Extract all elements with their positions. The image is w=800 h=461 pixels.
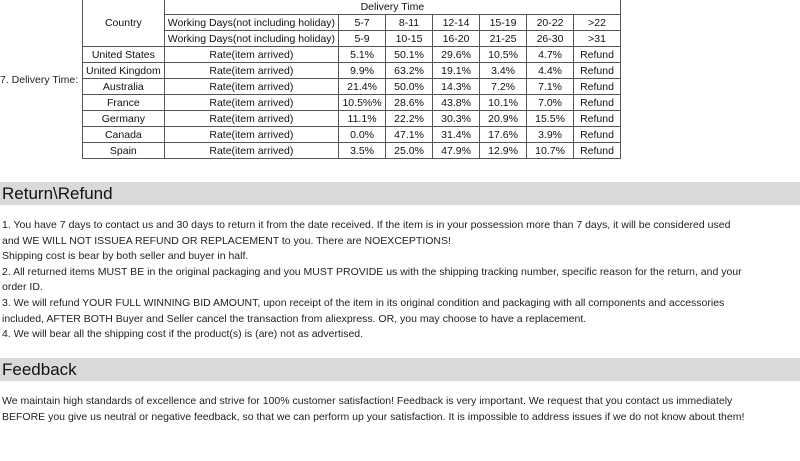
rate-cell: 11.1% [339,111,386,127]
rate-cell: 3.5% [339,143,386,159]
row-label: Working Days(not including holiday) [164,15,338,31]
days-range-cell: 20-22 [527,15,574,31]
row-label: Working Days(not including holiday) [164,31,338,47]
row-label: Rate(item arrived) [164,79,338,95]
country-cell: United States [83,47,165,63]
row-label: Rate(item arrived) [164,95,338,111]
return-refund-bar [0,182,800,205]
feedback-text [2,394,798,425]
delivery-time-label: 7. Delivery Time: [0,74,79,86]
country-cell: United Kingdom [83,63,165,79]
days-range-cell: 15-19 [480,15,527,31]
country-cell: Canada [83,127,165,143]
feedback-bar [0,358,800,381]
rate-cell: 14.3% [433,79,480,95]
table-row [83,95,621,111]
table-row [83,47,621,63]
days-range-cell: >31 [574,31,621,47]
rate-cell: 20.9% [480,111,527,127]
return-refund-text [2,218,798,343]
rate-cell: Refund [574,111,621,127]
rate-cell: 21.4% [339,79,386,95]
rate-cell: 19.1% [433,63,480,79]
text-line: included, AFTER BOTH Buyer and Seller cancel the transaction from aliexpress. OR, you may choose to have a replacement. [2,312,587,325]
days-range-cell: 5-9 [339,31,386,47]
days-range-cell: 21-25 [480,31,527,47]
table-row [83,79,621,95]
delivery-time-header: Delivery Time [164,0,620,15]
rate-cell: Refund [574,127,621,143]
rate-cell: 7.2% [480,79,527,95]
table-row [83,111,621,127]
rate-cell: 3.9% [527,127,574,143]
row-label: Rate(item arrived) [164,127,338,143]
rate-cell: 9.9% [339,63,386,79]
rate-cell: Refund [574,143,621,159]
rate-cell: 50.0% [386,79,433,95]
days-range-cell: 26-30 [527,31,574,47]
days-range-cell: >22 [574,15,621,31]
rate-cell: 10.1% [480,95,527,111]
rate-cell: 28.6% [386,95,433,111]
rate-cell: 3.4% [480,63,527,79]
rate-cell: 29.6% [433,47,480,63]
text-line: 4. We will bear all the shipping cost if the product(s) is (are) not as advertised. [2,328,364,341]
rate-cell: Refund [574,95,621,111]
table-row [83,63,621,79]
rate-cell: Refund [574,63,621,79]
rate-cell: 63.2% [386,63,433,79]
country-cell: France [83,95,165,111]
rate-cell: 25.0% [386,143,433,159]
rate-cell: 15.5% [527,111,574,127]
rate-cell: Refund [574,47,621,63]
country-cell: Australia [83,79,165,95]
rate-cell: 47.1% [386,127,433,143]
return-refund-title: Return\Refund [2,184,113,203]
rate-cell: 4.4% [527,63,574,79]
rate-cell: 0.0% [339,127,386,143]
text-line: 3. We will refund YOUR FULL WINNING BID AMOUNT, upon receipt of the item in its original condition and packaging with all components and accessories [2,296,725,309]
text-line: We maintain high standards of excellence and strive for 100% customer satisfaction! Feedback is very important. We request that you contact us immediately [2,395,733,407]
rate-cell: 10.5% [480,47,527,63]
rate-cell: 5.1% [339,47,386,63]
rate-cell: 43.8% [433,95,480,111]
text-line: 1. You have 7 days to contact us and 30 days to return it from the date received. If the item is in your possession more than 7 days, it will be considered used [2,219,731,231]
rate-cell: Refund [574,79,621,95]
rate-cell: 47.9% [433,143,480,159]
table-header-row [83,0,621,15]
rate-cell: 30.3% [433,111,480,127]
text-line: Shipping cost is bear by both seller and buyer in half. [2,250,249,263]
text-line: order ID. [2,281,43,294]
rate-cell: 10.5%% [339,95,386,111]
days-range-cell: 10-15 [386,31,433,47]
country-header: Country [83,0,165,47]
table-row [83,127,621,143]
days-range-cell: 12-14 [433,15,480,31]
row-label: Rate(item arrived) [164,111,338,127]
rate-cell: 31.4% [433,127,480,143]
rate-cell: 50.1% [386,47,433,63]
days-range-cell: 16-20 [433,31,480,47]
days-range-cell: 5-7 [339,15,386,31]
rate-cell: 22.2% [386,111,433,127]
delivery-time-table [82,0,621,159]
country-cell: Spain [83,143,165,159]
days-range-cell: 8-11 [386,15,433,31]
row-label: Rate(item arrived) [164,143,338,159]
table-row [83,143,621,159]
row-label: Rate(item arrived) [164,47,338,63]
rate-cell: 7.1% [527,79,574,95]
rate-cell: 7.0% [527,95,574,111]
rate-cell: 10.7% [527,143,574,159]
rate-cell: 4.7% [527,47,574,63]
feedback-title: Feedback [2,360,77,379]
row-label: Rate(item arrived) [164,63,338,79]
text-line: BEFORE you give us neutral or negative feedback, so that we can perform up your satisfaction. It is impossible to address issues if we do not know about them! [2,410,745,423]
rate-cell: 17.6% [480,127,527,143]
rate-cell: 12.9% [480,143,527,159]
text-line: and WE WILL NOT ISSUEA REFUND OR REPLACEMENT to you. There are NOEXCEPTIONS! [2,234,451,247]
text-line: 2. All returned items MUST BE in the original packaging and you MUST PROVIDE us with the shipping tracking number, specific reason for the return, and your [2,265,742,278]
country-cell: Germany [83,111,165,127]
